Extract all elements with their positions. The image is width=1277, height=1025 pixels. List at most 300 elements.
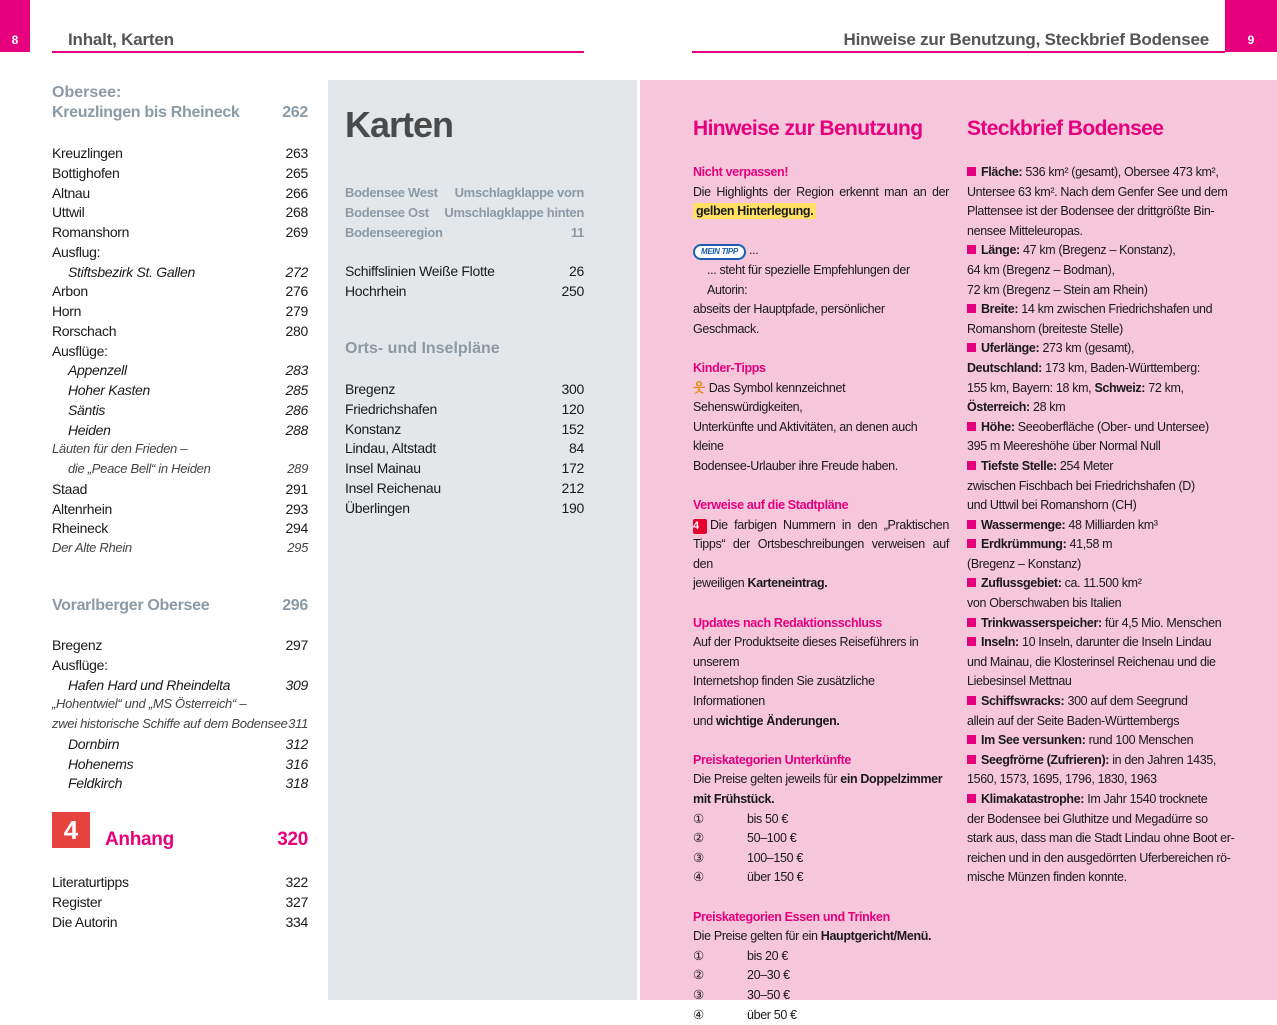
right-page-number: 9 [1247, 33, 1255, 47]
toc-entry [68, 754, 308, 774]
steckbrief-text: ca. 11.500 km² [1061, 576, 1142, 591]
steckbrief-line [967, 614, 1229, 634]
steckbrief-body [967, 163, 1235, 888]
steckbrief-text: rund 100 Menschen [1085, 733, 1194, 748]
toc-entry [345, 399, 584, 419]
toc-entry-label: Bodensee Ost [345, 204, 429, 220]
right-header-rule [692, 51, 1225, 53]
toc-entry-page: 250 [561, 282, 584, 299]
steckbrief-line [967, 594, 1229, 614]
price-value: bis 20 € [747, 948, 788, 963]
highlight-text: gelben Hinterlegung. [693, 203, 816, 219]
steckbrief-text: stark aus, dass man die Stadt Lindau ohne Boot er- [967, 831, 1235, 846]
toc-entry-label: Heiden [68, 421, 111, 438]
price-symbol: ④ [693, 1007, 704, 1022]
steckbrief-text: 48 Milliarden km³ [1065, 517, 1158, 532]
toc-entry [68, 459, 308, 479]
price-symbol: ③ [693, 850, 704, 865]
steckbrief-term: Deutschland: [967, 360, 1042, 375]
bullet-square-icon [967, 539, 976, 548]
steckbrief-line [967, 555, 1229, 575]
chapter-number-badge [52, 812, 90, 848]
price-row [693, 829, 949, 849]
toc-entry-label: Register [52, 893, 102, 910]
steckbrief-line [967, 398, 1229, 418]
unterkunft-text-line: Die Preise gelten jeweils für [693, 772, 838, 787]
price-symbol: ② [693, 968, 704, 983]
steckbrief-term: Höhe: [981, 419, 1015, 434]
toc-entry-page: 26 [569, 263, 584, 279]
toc-entry-label: Schiffslinien Weiße Flotte [345, 263, 495, 279]
steckbrief-line [967, 653, 1229, 673]
toc-entry-page: 300 [561, 381, 584, 397]
toc-entry [52, 714, 308, 734]
toc-entry [52, 694, 308, 714]
steckbrief-text: 395 m Meereshöhe über Normal Null [967, 439, 1161, 454]
toc-entry-page: 311 [288, 716, 308, 731]
toc-entry-page: 265 [285, 164, 308, 181]
steckbrief-line [967, 163, 1229, 183]
price-symbol: ③ [693, 987, 704, 1002]
toc-entry-label: Insel Mainau [345, 460, 421, 476]
toc-entry-page: 212 [561, 479, 584, 496]
steckbrief-term: Wassermenge: [981, 517, 1066, 532]
toc-entry-page: 279 [285, 303, 308, 319]
toc-entry-label: Hochrhein [345, 282, 407, 299]
steckbrief-text: von Oberschwaben bis Italien [967, 596, 1122, 611]
essen-text-line: Die Preise gelten für ein [693, 929, 818, 944]
steckbrief-text: reichen und in den ausgedörrten Uferbereichen rö- [967, 850, 1231, 865]
toc-entry [52, 301, 308, 321]
steckbrief-text: 10 Inseln, darunter die Inseln Lindau [1018, 635, 1212, 650]
steckbrief-line [967, 790, 1229, 810]
hinweise-title: Hinweise zur Benutzung [693, 117, 923, 140]
mein-tipp-text: ... steht für spezielle Empfehlungen der Autorin: [707, 262, 910, 297]
toc-entry-label: Bodensee West [345, 185, 438, 200]
toc-entry [52, 341, 308, 361]
toc-entry-page: 322 [285, 874, 308, 890]
toc-section-title [52, 103, 308, 123]
toc-entry-page: 268 [285, 204, 308, 221]
steckbrief-text: 273 km (gesamt), [1039, 341, 1135, 356]
verweise-text [693, 516, 949, 536]
price-value: 100–150 € [747, 850, 803, 865]
steckbrief-text: 1560, 1573, 1695, 1796, 1830, 1963 [967, 772, 1157, 787]
bullet-square-icon [967, 245, 976, 254]
toc-entry [68, 675, 308, 695]
price-value: 20–30 € [747, 968, 790, 983]
toc-entry-label: Insel Reichenau [345, 479, 441, 496]
price-row [693, 810, 949, 830]
toc-entry [52, 479, 308, 499]
toc-entry [68, 360, 308, 380]
steckbrief-line [967, 339, 1229, 359]
steckbrief-text: 41,58 m [1066, 537, 1113, 552]
toc-entry-label: Feldkirch [68, 775, 123, 792]
steckbrief-line [967, 535, 1229, 555]
toc-entry-label: Bregenz [52, 637, 103, 653]
toc-entry [345, 281, 584, 301]
verweise-bold: Karteneintrag. [747, 576, 828, 591]
price-row [693, 868, 949, 888]
toc-entry-label: Rorschach [52, 322, 117, 339]
updates-text-line: und [693, 713, 713, 728]
toc-section-page: 262 [282, 104, 308, 121]
bullet-square-icon [967, 422, 976, 431]
toc-entry-label: Altnau [52, 184, 90, 201]
steckbrief-line [967, 202, 1229, 222]
unterkunft-bold: ein Doppelzimmer [840, 772, 943, 787]
steckbrief-line [967, 731, 1229, 751]
mein-tipp-badge-label: MEIN TIPP [701, 247, 738, 257]
toc-section-title-text: Kreuzlingen bis Rheineck [52, 104, 240, 121]
steckbrief-line [967, 496, 1229, 516]
toc-entry [68, 420, 308, 440]
steckbrief-text: nensee Mitteleuropas. [967, 223, 1083, 238]
steckbrief-line [967, 692, 1229, 712]
price-value: bis 50 € [747, 811, 788, 826]
toc-entry [52, 281, 308, 301]
toc-entry-label: Bottighofen [52, 164, 120, 181]
toc-entry [345, 458, 584, 478]
mein-tipp-dots: ... [748, 243, 759, 258]
steckbrief-line [967, 574, 1229, 594]
steckbrief-line [967, 633, 1229, 653]
steckbrief-text: 536 km² (gesamt), Obersee 473 km², [1022, 165, 1219, 179]
toc-entry-label: Uttwil [52, 204, 85, 221]
toc-entry [345, 379, 584, 399]
price-row [693, 966, 949, 986]
mein-tipp-text: abseits der Hauptpfade, persönlicher Geschmack. [693, 302, 885, 336]
toc-entry [52, 912, 308, 932]
right-page-number-tab [1225, 0, 1277, 52]
toc-entry-page: 11 [570, 224, 584, 240]
steckbrief-line [967, 672, 1229, 692]
right-header-title: Hinweise zur Benutzung, Steckbrief Bodensee [843, 30, 1209, 49]
toc-entry [52, 222, 308, 242]
steckbrief-text: 14 km zwischen Friedrichshafen und [1018, 302, 1213, 317]
toc-entry [52, 635, 308, 655]
map-number-badge [693, 519, 707, 534]
price-row [693, 986, 949, 1006]
bullet-square-icon [967, 520, 976, 529]
toc-entry-page: 289 [287, 461, 308, 476]
price-symbol: ④ [693, 870, 704, 885]
steckbrief-text: und Uttwil bei Romanshorn (CH) [967, 498, 1137, 513]
kinder-tipps-heading: Kinder-Tipps [693, 360, 766, 375]
toc-entry [52, 242, 308, 262]
toc-entry [52, 163, 308, 183]
toc-entry-page: 269 [285, 224, 308, 240]
toc-entry-page: 291 [285, 480, 308, 497]
toc-entry-label: die „Peace Bell“ in Heiden [68, 461, 211, 476]
steckbrief-text: 72 km (Bregenz – Stein am Rhein) [967, 282, 1148, 297]
toc-entry-page: 152 [561, 420, 584, 437]
toc-section-title [52, 596, 308, 616]
left-header-title: Inhalt, Karten [68, 30, 174, 49]
steckbrief-line [967, 868, 1229, 888]
steckbrief-line [967, 320, 1229, 340]
toc-entry-page: Umschlagklappe hinten [444, 204, 584, 220]
toc-entry-label: Friedrichshafen [345, 400, 437, 417]
toc-entry [345, 438, 584, 458]
toc-entry-label: Arbon [52, 283, 88, 300]
price-value: 30–50 € [747, 987, 790, 1002]
steckbrief-term: Breite: [981, 302, 1019, 317]
verweise-text: Tipps“ der Ortsbeschreibungen verweisen auf den [693, 537, 949, 571]
toc-entry-page: 283 [285, 362, 308, 379]
steckbrief-term: Tiefste Stelle: [981, 458, 1057, 473]
bullet-square-icon [967, 167, 976, 176]
steckbrief-line [967, 261, 1229, 281]
steckbrief-text: Romanshorn (breiteste Stelle) [967, 321, 1123, 336]
price-value: über 150 € [747, 870, 804, 885]
toc-entry [345, 223, 584, 243]
left-header-rule [52, 51, 584, 53]
updates-text: Auf der Produktseite dieses Reiseführers in unserem [693, 635, 919, 669]
price-value: über 50 € [747, 1007, 797, 1022]
toc-entry [68, 773, 308, 793]
steckbrief-line [967, 418, 1229, 438]
steckbrief-term: Inseln: [981, 635, 1019, 650]
unterkunft-bold: mit Frühstück. [693, 792, 775, 806]
toc-entry-label: Die Autorin [52, 913, 118, 930]
steckbrief-text: 72 km, [1145, 380, 1184, 395]
toc-entry-page: 297 [285, 637, 308, 653]
steckbrief-text: 64 km (Bregenz – Bodman), [967, 262, 1115, 277]
steckbrief-text: 254 Meter [1056, 458, 1114, 473]
steckbrief-line [967, 300, 1229, 320]
toc-entry-label: Konstanz [345, 420, 401, 437]
nicht-verpassen-text: Die Highlights der Region erkennt man an der [693, 184, 949, 199]
steckbrief-term: Im See versunken: [981, 733, 1086, 748]
steckbrief-line [967, 477, 1229, 497]
mein-tipp-badge [693, 244, 746, 260]
toc-entry-page: 286 [285, 401, 308, 418]
kinder-tipps-text [693, 379, 949, 418]
toc-entry-label: Der Alte Rhein [52, 540, 132, 555]
toc-entry [52, 538, 308, 558]
highlight-example [693, 202, 949, 222]
toc-entry-label: Bodenseeregion [345, 224, 443, 240]
toc-entry-page: 285 [285, 382, 308, 398]
kinder-tipps-text: Bodensee-Urlauber ihre Freude haben. [693, 458, 898, 473]
toc-entry [345, 261, 584, 281]
toc-entry-page: 276 [285, 283, 308, 300]
steckbrief-line [967, 281, 1229, 301]
toc-entry-label: Stiftsbezirk St. Gallen [68, 263, 195, 280]
toc-entry [68, 734, 308, 754]
map-number: 4 [693, 519, 699, 532]
toc-entry [345, 203, 584, 223]
price-value: 50–100 € [747, 831, 797, 846]
toc-entry [52, 872, 308, 892]
toc-entry-label: Staad [52, 480, 88, 497]
toc-entry-label: Überlingen [345, 499, 410, 516]
verweise-text-line: jeweiligen [693, 576, 745, 591]
toc-entry [345, 498, 584, 518]
toc-entry-label: Säntis [68, 401, 106, 418]
toc-entry-page: 318 [285, 775, 308, 792]
essen-text [693, 927, 949, 947]
steckbrief-term: Erdkrümmung: [981, 537, 1067, 552]
toc-entry-page: 316 [285, 755, 308, 772]
price-symbol: ① [693, 948, 704, 963]
hinweise-body [693, 163, 949, 1025]
steckbrief-text: 300 auf dem Seegrund [1064, 694, 1188, 709]
steckbrief-line [967, 516, 1229, 536]
toc-entry-page: 293 [285, 500, 308, 517]
updates-bold: wichtige Änderungen. [715, 713, 840, 728]
toc-entry [345, 419, 584, 439]
toc-section-title [105, 830, 308, 850]
plans-title: Orts- und Inselpläne [345, 340, 500, 357]
toc-entry-page: 84 [569, 440, 584, 457]
toc-entry [52, 183, 308, 203]
steckbrief-term: Uferlänge: [981, 341, 1040, 356]
steckbrief-line [967, 437, 1229, 457]
toc-entry-label: Bregenz [345, 381, 396, 397]
toc-entry-label: Horn [52, 303, 82, 319]
steckbrief-term: Schweiz: [1094, 380, 1146, 395]
steckbrief-text: allein auf der Seite Baden-Württembergs [967, 713, 1180, 728]
toc-entry-page: 295 [287, 540, 308, 555]
toc-entry [345, 183, 584, 203]
steckbrief-text: 28 km [1029, 400, 1066, 415]
toc-entry-label: Lindau, Altstadt [345, 440, 436, 457]
kinder-tipps-text-line: Das Symbol kennzeichnet Sehenswürdigkeiten, [693, 380, 846, 415]
toc-entry-label: Altenrhein [52, 500, 113, 517]
toc-entry-label: Ausflüge: [52, 342, 108, 359]
toc-entry-page: 312 [285, 735, 308, 752]
toc-entry-page: 334 [285, 913, 308, 930]
unterkunft-text [693, 770, 949, 790]
child-icon: 웃 [693, 380, 705, 395]
steckbrief-line [967, 359, 1229, 379]
toc-entry [52, 499, 308, 519]
price-row [693, 849, 949, 869]
price-symbol: ② [693, 831, 704, 846]
steckbrief-text: mische Münzen finden konnte. [967, 870, 1127, 885]
toc-entry-page: 288 [285, 421, 308, 438]
steckbrief-line [967, 770, 1229, 790]
kinder-tipps-text: Unterkünfte und Aktivitäten, an denen auch kleine [693, 419, 918, 454]
price-row [693, 947, 949, 967]
toc-entry-page: 327 [285, 893, 308, 910]
toc-entry-label: Kreuzlingen [52, 145, 123, 161]
toc-entry-page: 120 [561, 400, 584, 417]
toc-entry [52, 892, 308, 912]
toc-entry [52, 518, 308, 538]
steckbrief-text: Im Jahr 1540 trocknete [1084, 792, 1208, 806]
steckbrief-text: zwischen Fischbach bei Friedrichshafen (D) [967, 478, 1195, 493]
bullet-square-icon [967, 461, 976, 470]
toc-section-title-text: Anhang [105, 829, 174, 850]
toc-entry [52, 439, 308, 459]
toc-entry-page: 294 [285, 520, 308, 537]
steckbrief-line [967, 829, 1235, 849]
bullet-square-icon [967, 696, 976, 705]
steckbrief-term: Österreich: [967, 400, 1030, 415]
toc-entry-label: Romanshorn [52, 224, 130, 240]
nicht-verpassen-heading: Nicht verpassen! [693, 165, 789, 179]
steckbrief-text: Liebesinsel Mettnau [967, 674, 1072, 689]
steckbrief-term: Klimakatastrophe: [981, 792, 1085, 806]
toc-entry-label: Hoher Kasten [68, 382, 151, 398]
toc-entry-label: Literaturtipps [52, 874, 129, 890]
toc-entry-label: „Hohentwiel“ und „MS Österreich“ – [52, 696, 247, 712]
steckbrief-line [967, 241, 1229, 261]
bullet-square-icon [967, 755, 976, 764]
steckbrief-term: Fläche: [981, 165, 1023, 179]
toc-entry-page: 272 [285, 263, 308, 280]
toc-section-title: Obersee: [52, 84, 122, 101]
updates-text: Internetshop finden Sie zusätzliche Informationen [693, 674, 875, 709]
toc-entry [52, 143, 308, 163]
unterkunft-heading: Preiskategorien Unterkünfte [693, 752, 851, 767]
steckbrief-line [967, 712, 1229, 732]
steckbrief-text: Plattensee ist der Bodensee der drittgrößte Bin- [967, 204, 1215, 219]
karten-title: Karten [345, 104, 454, 145]
toc-entry-page: 263 [285, 145, 308, 161]
toc-entry-page: 190 [561, 499, 584, 516]
steckbrief-line [967, 379, 1229, 399]
steckbrief-text: 155 km, Bayern: 18 km, [967, 380, 1095, 395]
toc-entry-page: Umschlagklappe vorn [454, 185, 584, 200]
steckbrief-text: 47 km (Bregenz – Konstanz), [1019, 243, 1176, 258]
essen-heading: Preiskategorien Essen und Trinken [693, 909, 890, 924]
toc-entry [68, 400, 308, 420]
chapter-number: 4 [63, 815, 79, 845]
steckbrief-text: Untersee 63 km². Nach dem Genfer See und dem [967, 184, 1228, 199]
toc-entry-label: Appenzell [68, 362, 127, 379]
toc-entry [52, 202, 308, 222]
steckbrief-term: Zuflussgebiet: [981, 576, 1062, 591]
toc-entry [68, 262, 308, 282]
steckbrief-line [967, 183, 1229, 203]
verweise-heading: Verweise auf die Stadtpläne [693, 498, 849, 513]
steckbrief-term: Trinkwasserspeicher: [981, 615, 1102, 630]
updates-heading: Updates nach Redaktionsschluss [693, 615, 882, 630]
bullet-square-icon [967, 735, 976, 744]
toc-entry [52, 321, 308, 341]
steckbrief-line [967, 849, 1229, 869]
left-page-number-tab [0, 0, 30, 52]
bullet-square-icon [967, 343, 976, 352]
steckbrief-term: Schiffswracks: [981, 694, 1065, 709]
bullet-square-icon [967, 794, 976, 803]
steckbrief-text: Seeoberfläche (Ober- und Untersee) [1014, 419, 1209, 434]
verweise-text [693, 574, 949, 594]
toc-entry-page: 266 [285, 184, 308, 201]
toc-entry-label: Hafen Hard und Rheindelta [68, 676, 231, 693]
toc-entry-label: Ausflug: [52, 243, 101, 260]
steckbrief-text: 173 km, Baden-Württemberg: [1041, 360, 1200, 375]
toc-entry-label: Ausflüge: [52, 656, 108, 673]
steckbrief-text: (Bregenz – Konstanz) [967, 556, 1081, 571]
toc-section-page: 296 [282, 597, 308, 614]
toc-entry-page: 309 [285, 676, 308, 693]
toc-entry-label: zwei historische Schiffe auf dem Bodensee [52, 716, 288, 731]
steckbrief-line [967, 751, 1229, 771]
bullet-square-icon [967, 637, 976, 646]
toc-entry [52, 655, 308, 675]
updates-text [693, 712, 949, 732]
toc-entry-page: 172 [561, 460, 584, 476]
verweise-text-line: Die farbigen Nummern in den „Praktischen [710, 517, 949, 532]
steckbrief-text: in den Jahren 1435, [1109, 752, 1217, 767]
toc-entry [345, 478, 584, 498]
